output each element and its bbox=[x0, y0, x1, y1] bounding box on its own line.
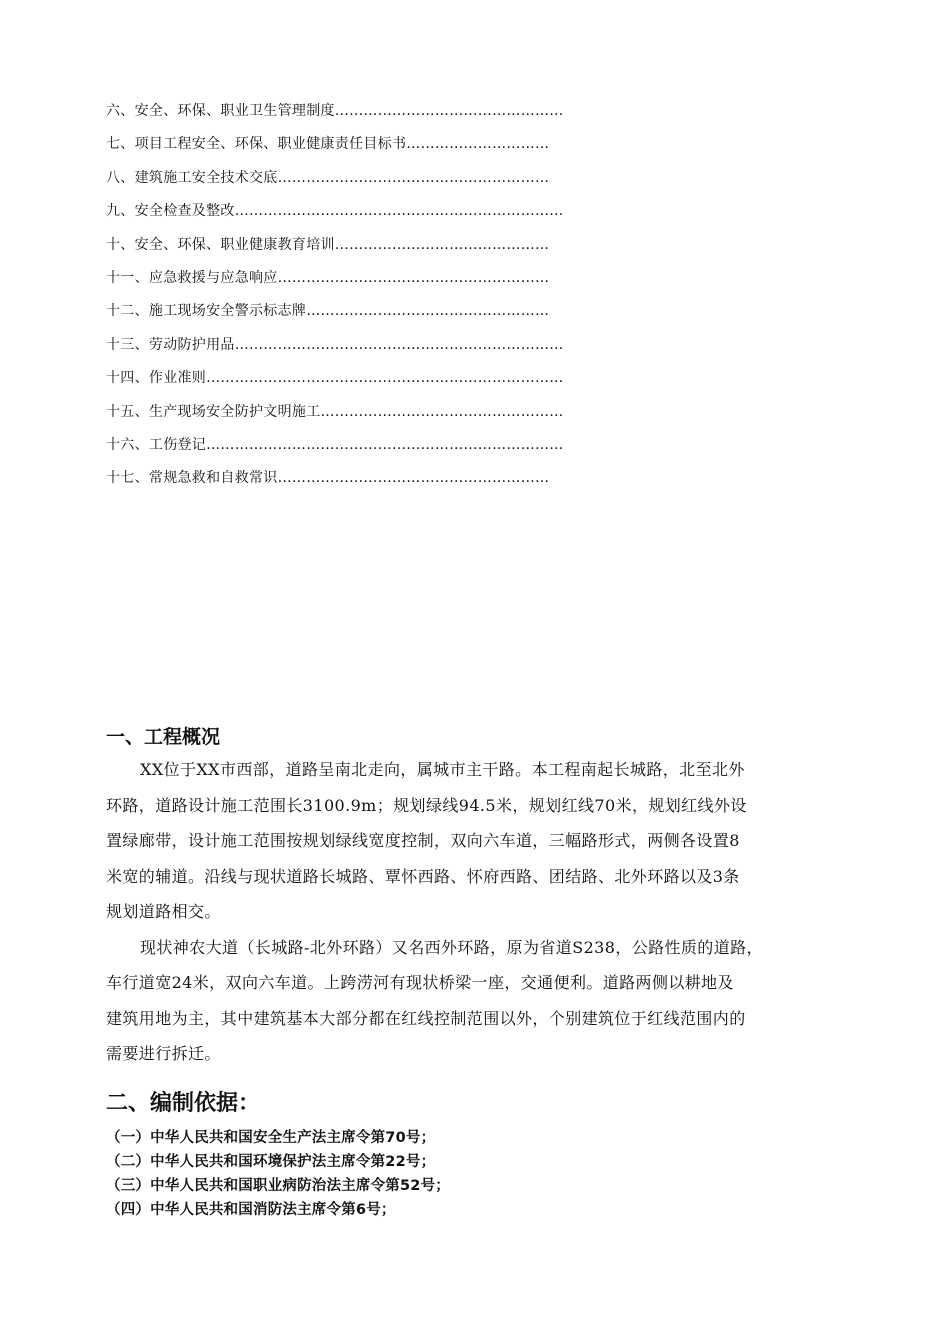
section-heading: 一、工程概况 bbox=[106, 726, 221, 748]
list-item: （一）中华人民共和国安全生产法主席令第70号； bbox=[106, 1130, 436, 1146]
paragraph-line: 车行道宽24米，双向六车道。上跨涝河有现状桥梁一座，交通便利。道路两侧以耕地及 bbox=[106, 973, 734, 992]
paragraph-line: 环路，道路设计施工范围长3100.9m；规划绿线94.5米，规划红线70米，规划红线外设 bbox=[106, 795, 747, 815]
toc-item[interactable]: 八、建筑施工安全技术交底………………………………………………… bbox=[106, 169, 550, 186]
section-project-overview bbox=[106, 722, 850, 1072]
paragraph-line: 米宽的辅道。沿线与现状道路长城路、覃怀西路、怀府西路、团结路、北外环路以及3条 bbox=[106, 866, 740, 886]
toc-item[interactable]: 七、项目工程安全、环保、职业健康责任目标书………………………… bbox=[106, 136, 550, 153]
paragraph-line: 需要进行拆迁。 bbox=[106, 1044, 221, 1063]
overview-paragraph-2 bbox=[106, 930, 850, 1072]
overview-paragraph-1 bbox=[106, 752, 850, 930]
toc-item[interactable]: 十七、常规急救和自救常识………………………………………………… bbox=[106, 470, 550, 487]
toc-item[interactable]: 十、安全、环保、职业健康教育培训……………………………………… bbox=[106, 236, 550, 253]
toc-item[interactable]: 六、安全、环保、职业卫生管理制度………………………………………… bbox=[106, 103, 564, 119]
basis-list bbox=[106, 1126, 850, 1222]
list-item: （三）中华人民共和国职业病防治法主席令第52号； bbox=[106, 1178, 450, 1194]
toc-item[interactable]: 十六、工伤登记………………………………………………………………… bbox=[106, 436, 564, 453]
paragraph-line: 建筑用地为主，其中建筑基本大部分都在红线控制范围以外，个别建筑位于红线范围内的 bbox=[106, 1008, 746, 1028]
toc-item[interactable]: 十三、劳动防护用品…………………………………………………………… bbox=[106, 336, 564, 353]
paragraph-line: XX位于XX市西部，道路呈南北走向，属城市主干路。本工程南起长城路，北至北外 bbox=[140, 760, 745, 779]
toc-item[interactable]: 十一、应急救援与应急响应………………………………………………… bbox=[106, 269, 550, 286]
paragraph-line: 置绿廊带，设计施工范围按规划绿线宽度控制，双向六车道，三幅路形式，两侧各设置8 bbox=[106, 831, 740, 850]
table-of-contents bbox=[106, 100, 666, 501]
section-compilation-basis bbox=[106, 1086, 850, 1222]
section-heading: 二、编制依据： bbox=[106, 1091, 261, 1116]
toc-item[interactable]: 九、安全检查及整改…………………………………………………………… bbox=[106, 203, 564, 220]
paragraph-line: 现状神农大道（长城路-北外环路）又名西外环路，原为省道S238，公路性质的道路， bbox=[140, 937, 763, 957]
toc-item[interactable]: 十四、作业准则………………………………………………………………… bbox=[106, 370, 564, 387]
toc-item[interactable]: 十二、施工现场安全警示标志牌…………………………………………… bbox=[106, 303, 550, 320]
list-item: （四）中华人民共和国消防法主席令第6号； bbox=[106, 1202, 396, 1218]
paragraph-line: 规划道路相交。 bbox=[106, 902, 221, 921]
list-item: （二）中华人民共和国环境保护法主席令第22号； bbox=[106, 1154, 436, 1170]
toc-item[interactable]: 十五、生产现场安全防护文明施工…………………………………………… bbox=[106, 403, 564, 420]
